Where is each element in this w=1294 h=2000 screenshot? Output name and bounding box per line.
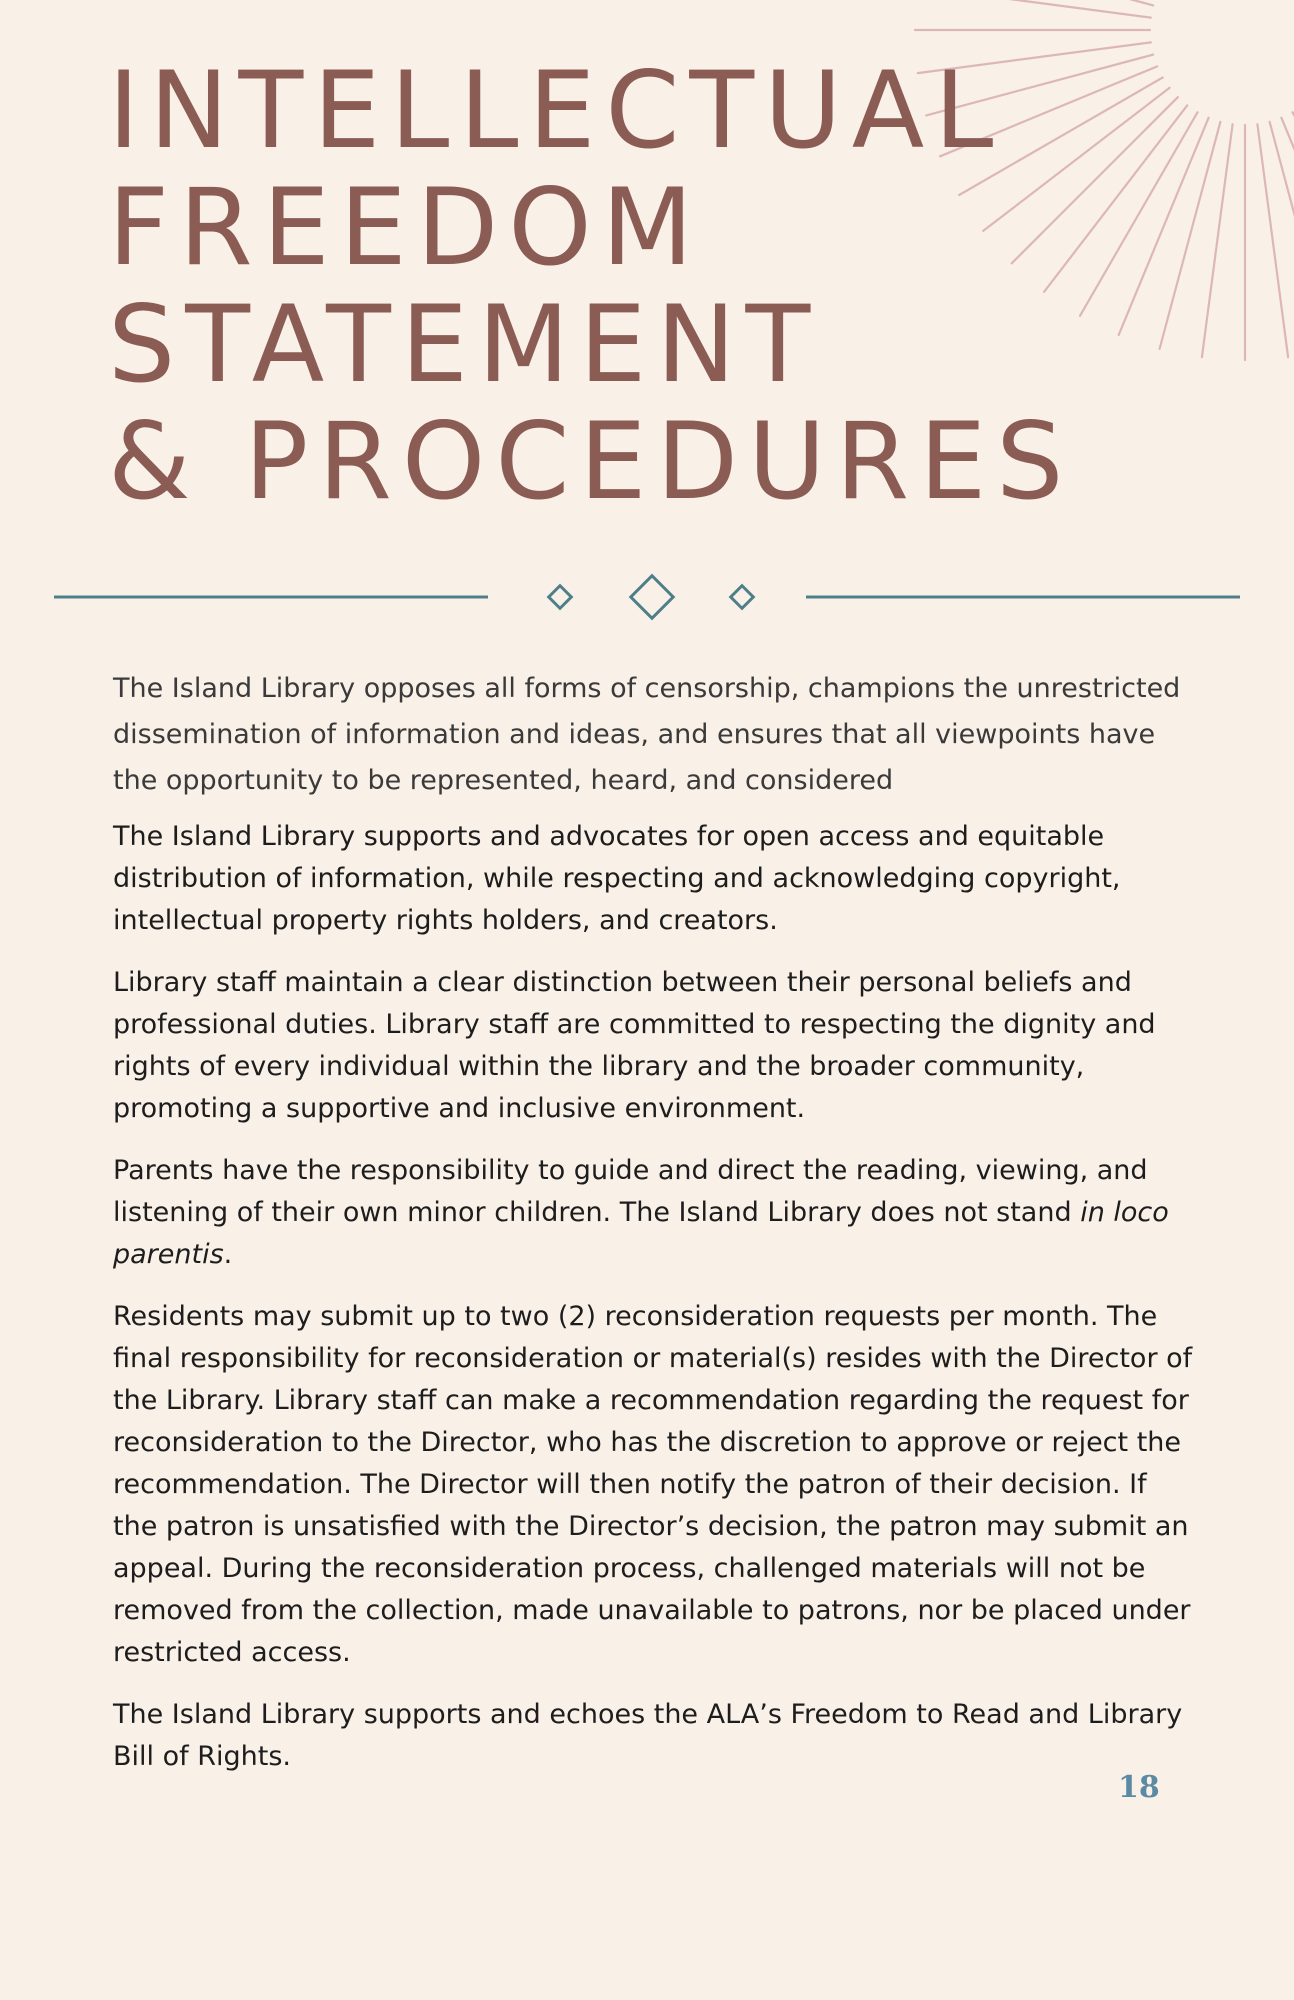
sunburst-ray xyxy=(1202,124,1233,357)
title-line-3: STATEMENT xyxy=(108,283,821,406)
sunburst-ray xyxy=(1257,124,1288,357)
paragraph-parents xyxy=(113,1150,1193,1276)
sunburst-ray xyxy=(1281,118,1294,335)
page-number: 18 xyxy=(1118,1770,1160,1805)
sunburst-ray xyxy=(926,0,1153,5)
paragraph-open-access: The Island Library supports and advocates for open access and equitable distribution of information, while respecting and acknowledging copyright, intellectual property rights holders, and creators. xyxy=(113,821,1121,936)
sunburst-ray xyxy=(918,0,1151,18)
small-diamond-icon xyxy=(731,586,754,609)
title-line-4: & PROCEDURES xyxy=(108,400,1074,523)
title-line-2: FREEDOM xyxy=(108,166,704,289)
sunburst-ray xyxy=(1160,122,1221,349)
page-title xyxy=(108,49,1074,523)
paragraph-reconsideration: Residents may submit up to two (2) reconsideration requests per month. The final responsibility for reconsideration or material(s) resides with the Director of the Library. Library staff can make a recommendation regarding the request for reconsideration to the Director, who has the discretion to approve or reject the recommendation. The Director will then notify the patron of their decision. If the patron is unsatisfied with the Director’s decision, the patron may submit an appeal. During the reconsideration process, challenged materials will not be removed from the collection, made unavailable to patrons, nor be placed under restricted access. xyxy=(113,1301,1193,1668)
statement-body xyxy=(113,666,1193,1798)
paragraph-ala: The Island Library supports and echoes the ALA’s Freedom to Read and Library Bill of Rights. xyxy=(113,1699,1183,1772)
paragraph-censorship: The Island Library opposes all forms of censorship, champions the unrestricted dissemination of information and ideas, and ensures that all viewpoints have the opportunity to be represented, heard, and considered xyxy=(113,673,1181,796)
paragraph-staff-conduct: Library staff maintain a clear distinction between their personal beliefs and professional duties. Library staff are committed to respecting the dignity and rights of every individual within the library and the broader community, promoting a supportive and inclusive environment. xyxy=(113,967,1156,1124)
diamond-divider xyxy=(0,560,1294,632)
small-diamond-icon xyxy=(549,586,572,609)
sunburst-ray xyxy=(1119,118,1209,335)
title-line-1: INTELLECTUAL xyxy=(108,49,1004,172)
sunburst-ray xyxy=(1080,112,1198,315)
paragraph-parents-end: . xyxy=(223,1239,233,1270)
paragraph-parents-text: Parents have the responsibility to guide and direct the reading, viewing, and listening of their own minor children. The Island Library does not stand xyxy=(113,1155,1148,1228)
large-diamond-icon xyxy=(631,576,673,618)
paragraph-parents-italic: in loco parentis xyxy=(113,1197,1169,1270)
sunburst-ray xyxy=(1270,122,1294,349)
